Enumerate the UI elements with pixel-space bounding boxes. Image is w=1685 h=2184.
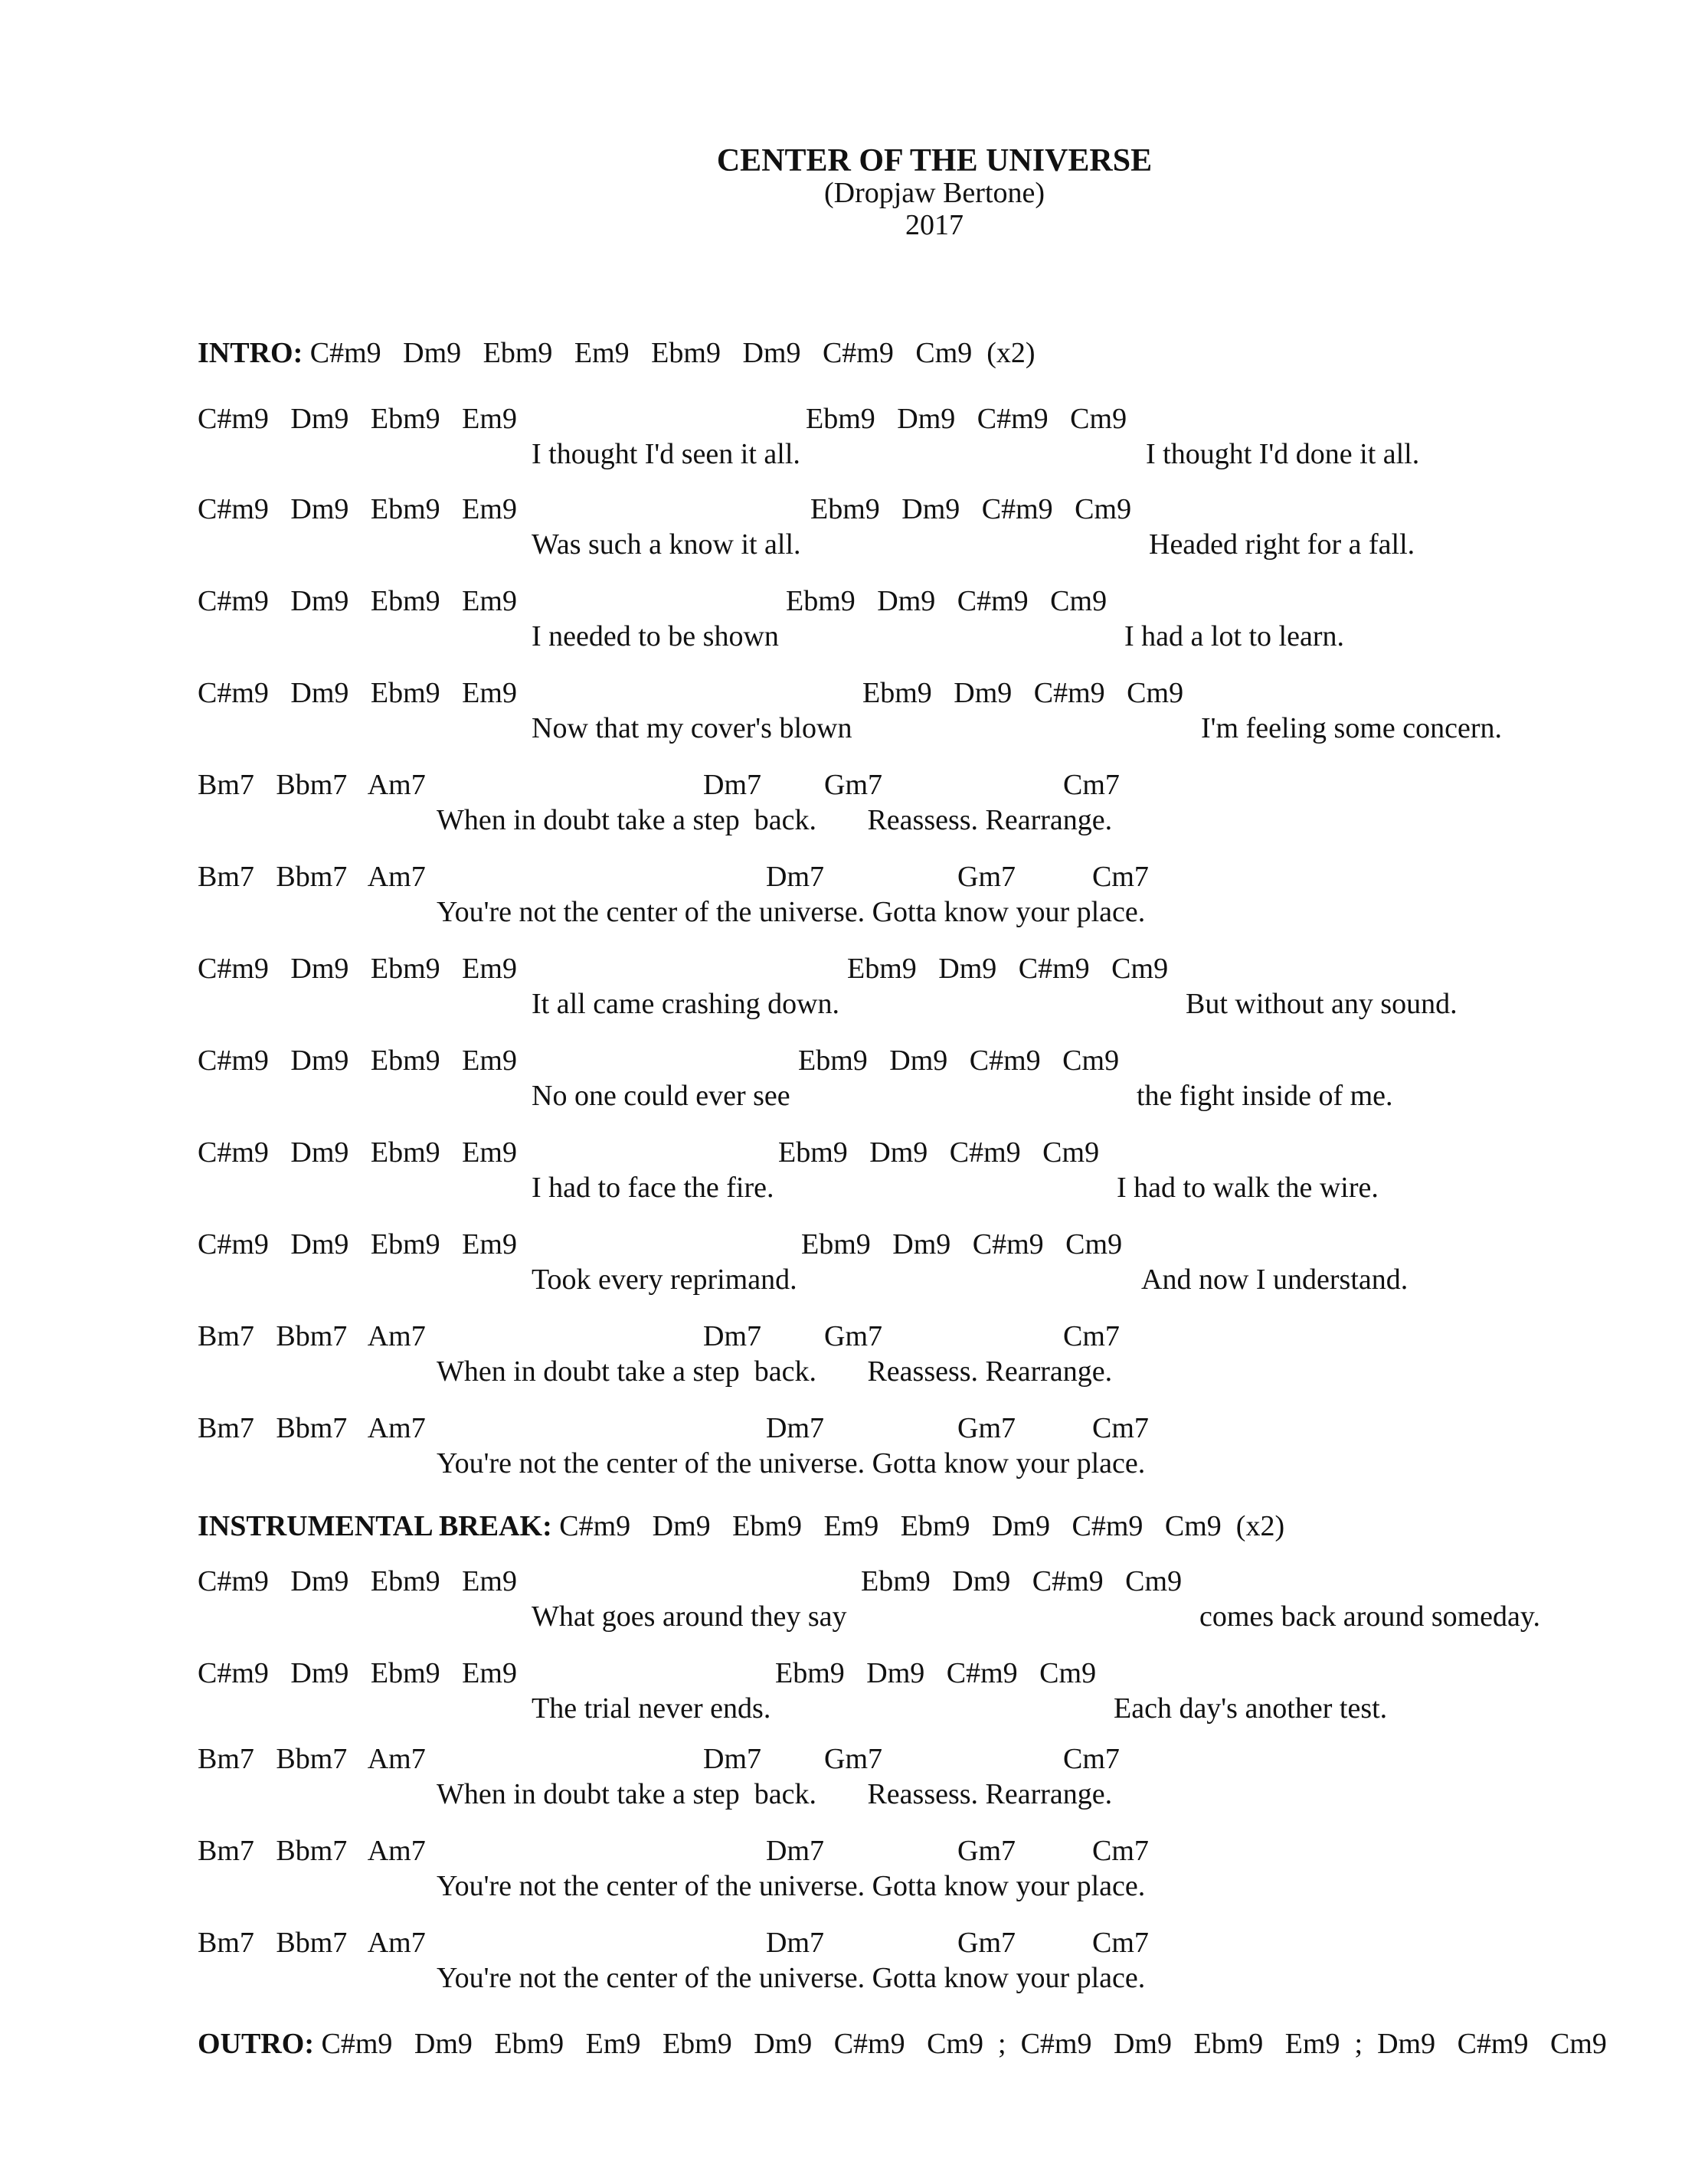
verse-lyric-1: No one could ever see <box>532 1080 790 1112</box>
chorus-lyric: When in doubt take a step back. Reassess. Rearrange. <box>437 1778 1113 1810</box>
song-title: CENTER OF THE UNIVERSE <box>716 143 1153 178</box>
verse-lyric-2: But without any sound. <box>1186 988 1458 1020</box>
chorus-chord-gm7: Gm7 <box>957 861 1016 893</box>
outro-chords: C#m9 Dm9 Ebm9 Em9 Ebm9 Dm9 C#m9 Cm9 ; C#m9 Dm9 Ebm9 Em9 ; Dm9 C#m9 Cm9 <box>321 2028 1607 2060</box>
verse-lyric-1: I needed to be shown <box>532 620 779 652</box>
chorus-chord-dm7: Dm7 <box>703 1743 761 1775</box>
verse-chords-a: C#m9 Dm9 Ebm9 Em9 <box>198 493 517 525</box>
chorus-lyric: You're not the center of the universe. Gotta know your place. <box>437 1447 1146 1479</box>
verse-chords-b: Ebm9 Dm9 C#m9 Cm9 <box>786 585 1108 617</box>
verse-lyric-2: Each day's another test. <box>1114 1692 1388 1725</box>
chorus-chord-cm7: Cm7 <box>1063 1743 1120 1775</box>
intro-line <box>198 338 1036 368</box>
verse-chords-a: C#m9 Dm9 Ebm9 Em9 <box>198 585 517 617</box>
verse-lyric-1: Took every reprimand. <box>532 1264 797 1296</box>
chorus-chord-gm7: Gm7 <box>824 1320 882 1352</box>
chorus-chords-a: Bm7 Bbm7 Am7 <box>198 861 426 893</box>
verse-chords-a: C#m9 Dm9 Ebm9 Em9 <box>198 403 517 435</box>
verse-lyric-2: Headed right for a fall. <box>1149 528 1415 561</box>
chorus-chords-a: Bm7 Bbm7 Am7 <box>198 769 426 801</box>
intro-label: INTRO: <box>198 337 303 369</box>
chorus-chord-cm7: Cm7 <box>1063 769 1120 801</box>
chorus-lyric: When in doubt take a step back. Reassess. Rearrange. <box>437 804 1113 836</box>
chorus-chords-a: Bm7 Bbm7 Am7 <box>198 1835 426 1867</box>
verse-lyric-2: I had a lot to learn. <box>1124 620 1345 652</box>
verse-lyric-2: I had to walk the wire. <box>1117 1172 1379 1204</box>
verse-chords-b: Ebm9 Dm9 C#m9 Cm9 <box>801 1228 1123 1260</box>
song-artist: (Dropjaw Bertone) <box>823 177 1045 209</box>
chorus-chords-a: Bm7 Bbm7 Am7 <box>198 1927 426 1959</box>
verse-chords-a: C#m9 Dm9 Ebm9 Em9 <box>198 1228 517 1260</box>
chorus-chord-gm7: Gm7 <box>957 1927 1016 1959</box>
song-year: 2017 <box>905 209 964 241</box>
verse-lyric-2: comes back around someday. <box>1199 1600 1540 1633</box>
chorus-chords-a: Bm7 Bbm7 Am7 <box>198 1743 426 1775</box>
chorus-chords-a: Bm7 Bbm7 Am7 <box>198 1412 426 1444</box>
chorus-lyric: You're not the center of the universe. Gotta know your place. <box>437 896 1146 928</box>
verse-lyric-2: And now I understand. <box>1141 1264 1409 1296</box>
verse-chords-b: Ebm9 Dm9 C#m9 Cm9 <box>806 403 1127 435</box>
verse-chords-b: Ebm9 Dm9 C#m9 Cm9 <box>798 1045 1120 1077</box>
verse-lyric-1: Now that my cover's blown <box>532 712 852 744</box>
outro-line <box>198 2029 1607 2058</box>
chorus-lyric: You're not the center of the universe. Gotta know your place. <box>437 1962 1146 1994</box>
verse-lyric-1: I had to face the fire. <box>532 1172 774 1204</box>
verse-chords-b: Ebm9 Dm9 C#m9 Cm9 <box>775 1657 1097 1689</box>
chorus-lyric: When in doubt take a step back. Reassess. Rearrange. <box>437 1355 1113 1388</box>
chorus-chord-cm7: Cm7 <box>1092 1412 1149 1444</box>
chorus-chord-dm7: Dm7 <box>703 1320 761 1352</box>
chorus-lyric: You're not the center of the universe. Gotta know your place. <box>437 1870 1146 1902</box>
verse-lyric-1: The trial never ends. <box>532 1692 771 1725</box>
verse-chords-a: C#m9 Dm9 Ebm9 Em9 <box>198 677 517 709</box>
verse-lyric-2: I thought I'd done it all. <box>1146 438 1420 470</box>
verse-chords-a: C#m9 Dm9 Ebm9 Em9 <box>198 1657 517 1689</box>
chorus-chord-cm7: Cm7 <box>1063 1320 1120 1352</box>
chorus-chord-cm7: Cm7 <box>1092 861 1149 893</box>
instrumental-label: INSTRUMENTAL BREAK: <box>198 1510 552 1542</box>
verse-lyric-1: It all came crashing down. <box>532 988 840 1020</box>
verse-chords-b: Ebm9 Dm9 C#m9 Cm9 <box>862 677 1184 709</box>
verse-chords-b: Ebm9 Dm9 C#m9 Cm9 <box>778 1136 1100 1169</box>
verse-chords-b: Ebm9 Dm9 C#m9 Cm9 <box>810 493 1132 525</box>
verse-chords-b: Ebm9 Dm9 C#m9 Cm9 <box>847 953 1169 985</box>
verse-lyric-1: What goes around they say <box>532 1600 847 1633</box>
chorus-chord-dm7: Dm7 <box>766 1927 824 1959</box>
verse-lyric-2: I'm feeling some concern. <box>1201 712 1503 744</box>
verse-chords-b: Ebm9 Dm9 C#m9 Cm9 <box>861 1565 1183 1597</box>
outro-label: OUTRO: <box>198 2028 314 2060</box>
verse-lyric-1: Was such a know it all. <box>532 528 801 561</box>
verse-chords-a: C#m9 Dm9 Ebm9 Em9 <box>198 1565 517 1597</box>
chorus-chord-dm7: Dm7 <box>766 1835 824 1867</box>
chorus-chord-dm7: Dm7 <box>766 1412 824 1444</box>
chorus-chord-gm7: Gm7 <box>957 1835 1016 1867</box>
verse-chords-a: C#m9 Dm9 Ebm9 Em9 <box>198 1045 517 1077</box>
intro-chords: C#m9 Dm9 Ebm9 Em9 Ebm9 Dm9 C#m9 Cm9 (x2) <box>309 337 1036 369</box>
instrumental-line <box>198 1512 1284 1541</box>
chorus-chord-dm7: Dm7 <box>766 861 824 893</box>
verse-chords-a: C#m9 Dm9 Ebm9 Em9 <box>198 953 517 985</box>
chorus-chord-dm7: Dm7 <box>703 769 761 801</box>
chorus-chord-gm7: Gm7 <box>824 1743 882 1775</box>
chorus-chord-cm7: Cm7 <box>1092 1927 1149 1959</box>
instrumental-chords: C#m9 Dm9 Ebm9 Em9 Ebm9 Dm9 C#m9 Cm9 (x2) <box>559 1510 1285 1542</box>
chorus-chord-gm7: Gm7 <box>957 1412 1016 1444</box>
verse-lyric-2: the fight inside of me. <box>1137 1080 1393 1112</box>
verse-lyric-1: I thought I'd seen it all. <box>532 438 800 470</box>
verse-chords-a: C#m9 Dm9 Ebm9 Em9 <box>198 1136 517 1169</box>
chorus-chords-a: Bm7 Bbm7 Am7 <box>198 1320 426 1352</box>
chorus-chord-cm7: Cm7 <box>1092 1835 1149 1867</box>
chorus-chord-gm7: Gm7 <box>824 769 882 801</box>
